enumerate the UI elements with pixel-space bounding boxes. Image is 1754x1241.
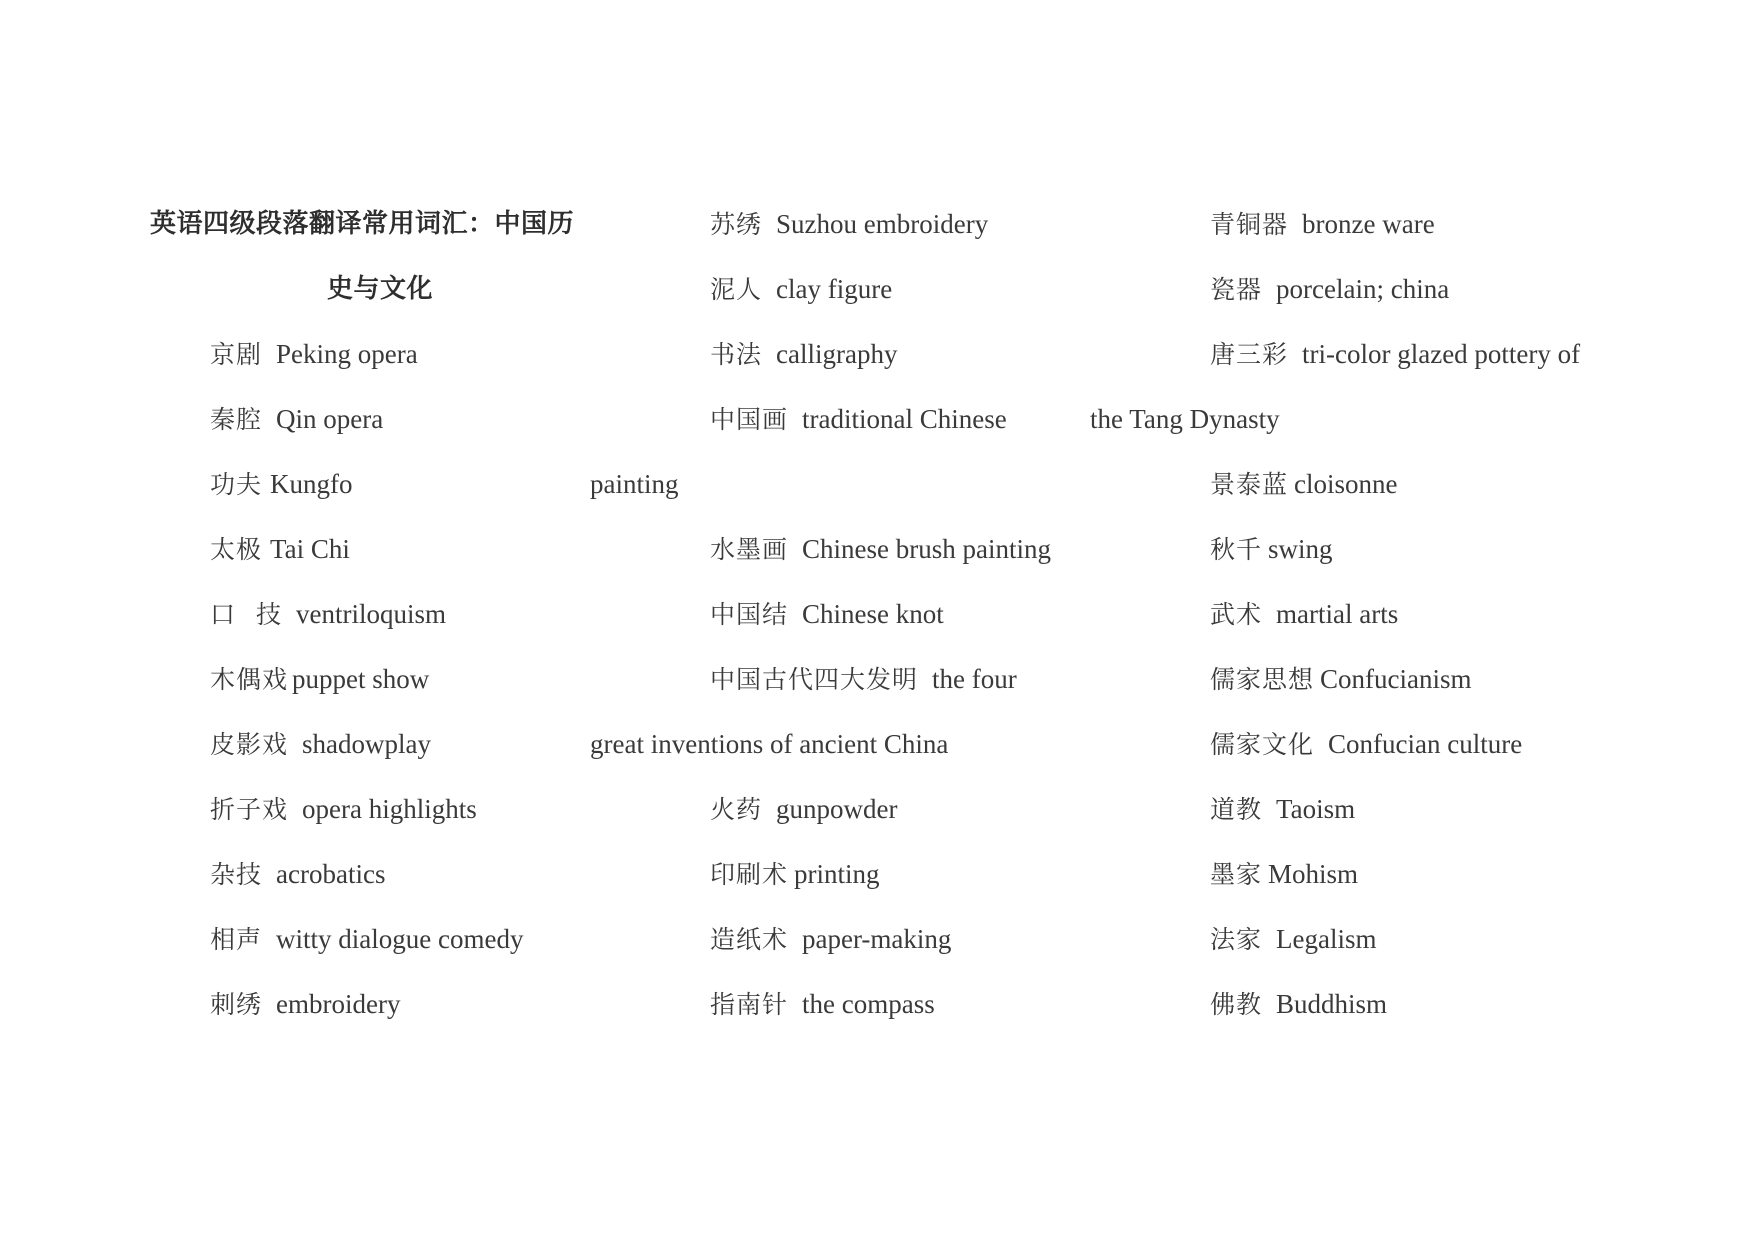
english-term: Legalism [1276,924,1377,954]
vocab-entry [1150,192,1630,257]
vocab-entry-continuation: great inventions of ancient China [590,729,949,759]
english-term: Kungfo [270,469,353,499]
english-term: clay figure [776,274,893,304]
vocab-entry [650,322,1100,387]
chinese-term: 刺绣 [210,990,263,1019]
vocab-entry [650,907,1100,972]
vocab-entry [650,647,1100,712]
english-term: porcelain; china [1276,274,1450,304]
english-term: Taoism [1276,794,1356,824]
chinese-term: 水墨画 [710,535,789,564]
chinese-term: 功夫 [210,470,263,499]
vocab-entry [1150,647,1630,712]
english-term: puppet show [292,664,430,694]
vocab-entry [150,712,610,777]
vocab-entry [650,582,1100,647]
vocab-entry [1150,777,1630,842]
english-term: traditional Chinese [802,404,1007,434]
english-term: the four [932,664,1017,694]
vocab-entry [1150,257,1630,322]
english-term: calligraphy [776,339,898,369]
chinese-term: 火药 [710,795,763,824]
chinese-term: 中国画 [710,405,789,434]
chinese-term: 杂技 [210,860,263,889]
chinese-term: 中国古代四大发明 [710,665,919,694]
chinese-term: 京剧 [210,340,263,369]
vocab-entry [1150,452,1630,517]
document-title-line-1: 英语四级段落翻译常用词汇：中国历 [150,209,575,239]
vocab-entry-continuation: the Tang Dynasty [1090,404,1280,434]
english-term: witty dialogue comedy [276,924,524,954]
vocab-entry [650,192,1100,257]
vocab-entry [1150,582,1630,647]
chinese-term: 秋千 [1210,535,1263,564]
english-term: Qin opera [276,404,384,434]
chinese-term: 造纸术 [710,925,789,954]
column-1 [150,192,610,1037]
english-term: Confucianism [1320,664,1472,694]
vocab-entry [650,517,1100,582]
column-2 [590,192,1100,1037]
vocab-entry [150,777,610,842]
chinese-term: 秦腔 [210,405,263,434]
english-term: embroidery [276,989,401,1019]
vocab-entry [650,257,1100,322]
chinese-term: 印刷术 [710,860,789,889]
vocab-entry [650,842,1100,907]
english-term: bronze ware [1302,209,1435,239]
chinese-term: 法家 [1210,925,1263,954]
chinese-term: 青铜器 [1210,210,1289,239]
chinese-term: 苏绣 [710,210,763,239]
english-term: Buddhism [1276,989,1388,1019]
chinese-term: 泥人 [710,275,763,304]
vocab-entry [150,907,610,972]
english-term: opera highlights [302,794,477,824]
chinese-term: 书法 [710,340,763,369]
vocab-entry [650,777,1100,842]
vocab-entry [150,452,610,517]
english-term: Chinese knot [802,599,944,629]
english-term: Tai Chi [270,534,350,564]
vocab-entry [650,972,1100,1037]
english-term: Peking opera [276,339,418,369]
english-term: Chinese brush painting [802,534,1051,564]
english-term: ventriloquism [296,599,447,629]
english-term: shadowplay [302,729,431,759]
chinese-term: 皮影戏 [210,730,289,759]
english-term: gunpowder [776,794,898,824]
chinese-term: 唐三彩 [1210,340,1289,369]
english-term: Suzhou embroidery [776,209,989,239]
chinese-term: 道教 [1210,795,1263,824]
vocab-entry [150,582,610,647]
chinese-term: 木偶戏 [210,665,289,694]
chinese-term-part-1: 口 [210,600,237,629]
document-title-line-2: 史与文化 [326,274,433,304]
english-term: cloisonne [1294,469,1398,499]
vocab-entry-continuation: painting [590,469,679,499]
chinese-term: 中国结 [710,600,789,629]
column-3 [1090,192,1630,1037]
vocab-entry [1150,322,1630,387]
vocab-entry [150,322,610,387]
chinese-term: 墨家 [1210,860,1263,889]
chinese-term: 景泰蓝 [1210,470,1289,499]
vocab-entry [150,517,610,582]
chinese-term: 折子戏 [210,795,289,824]
chinese-term: 佛教 [1210,990,1263,1019]
chinese-term: 儒家思想 [1210,665,1315,694]
english-term: acrobatics [276,859,386,889]
english-term: paper-making [802,924,952,954]
chinese-term: 太极 [210,535,263,564]
english-term: printing [794,859,880,889]
chinese-term: 相声 [210,925,263,954]
chinese-term-part-2: 技 [256,600,283,629]
vocab-entry [150,972,610,1037]
vocab-entry [1150,712,1630,777]
vocab-entry [1150,972,1630,1037]
vocab-entry [150,842,610,907]
vocab-entry [650,387,1100,452]
vocab-entry [150,647,610,712]
vocab-entry [1150,907,1630,972]
english-term: Confucian culture [1328,729,1523,759]
english-term: Mohism [1268,859,1359,889]
chinese-term: 武术 [1210,600,1263,629]
vocab-entry [150,387,610,452]
chinese-term: 儒家文化 [1210,730,1315,759]
chinese-term: 瓷器 [1210,275,1263,304]
english-term: the compass [802,989,935,1019]
chinese-term: 指南针 [710,990,789,1019]
vocab-entry [1150,842,1630,907]
vocab-entry [1150,517,1630,582]
english-term: tri-color glazed pottery of [1302,339,1581,369]
english-term: martial arts [1276,599,1399,629]
english-term: swing [1268,534,1333,564]
